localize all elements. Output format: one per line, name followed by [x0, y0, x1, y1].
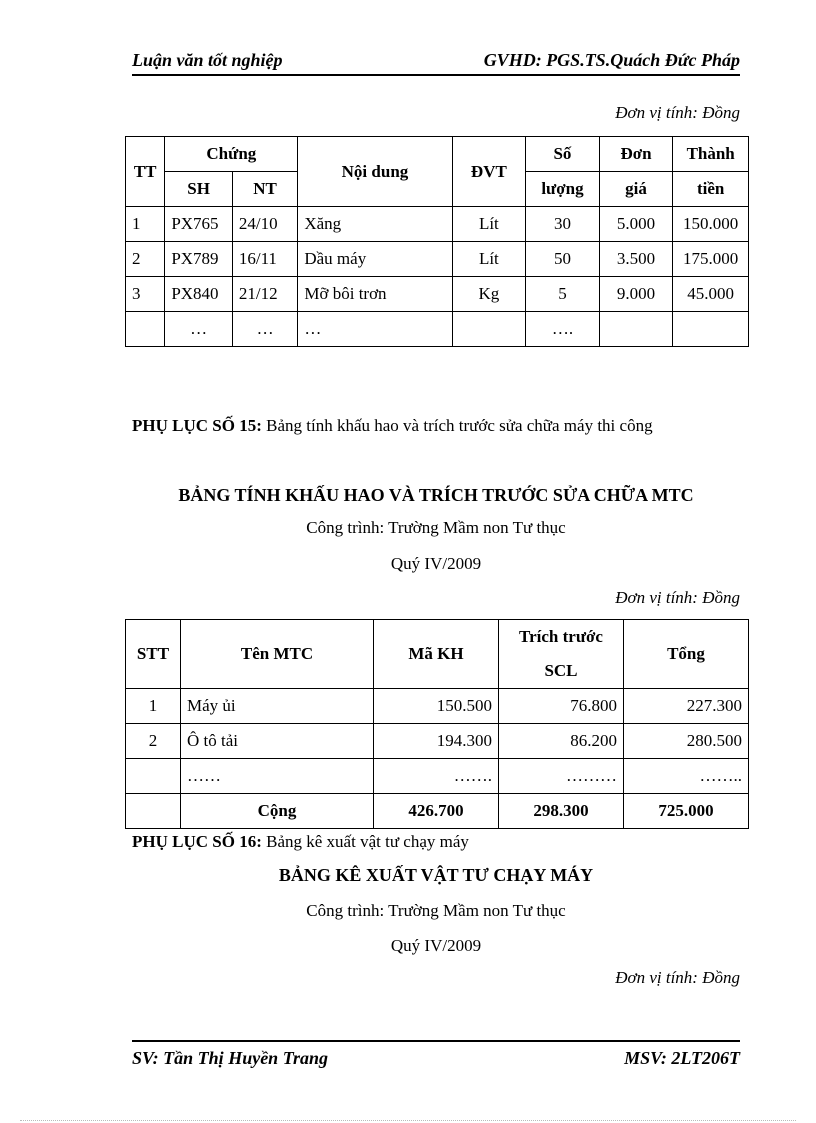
col-tong: Tổng — [624, 620, 749, 689]
section-15-title: BẢNG TÍNH KHẤU HAO VÀ TRÍCH TRƯỚC SỬA CHỮA MTC — [178, 485, 694, 505]
appendix-15-label: PHỤ LỤC SỐ 15: — [132, 416, 262, 435]
col-sh: SH — [165, 172, 233, 207]
total-row — [126, 794, 749, 829]
cell-sh: PX789 — [165, 242, 233, 277]
col-don-gia-bottom: giá — [599, 172, 673, 207]
cell-tt: 3 — [126, 277, 165, 312]
appendix-15 — [132, 416, 653, 436]
cell-ma-kh: 150.500 — [374, 689, 499, 724]
cell-so-luong: 5 — [526, 277, 600, 312]
cell-tt — [126, 312, 165, 347]
table-row — [126, 242, 749, 277]
cell-nt: 16/11 — [232, 242, 298, 277]
footer-student-id: MSV: 2LT206T — [624, 1048, 740, 1068]
cell-sh: PX765 — [165, 207, 233, 242]
header-thesis-label: Luận văn tốt nghiệp — [132, 50, 283, 70]
appendix-16-text: Bảng kê xuất vật tư chạy máy — [261, 832, 469, 851]
section-15-project: Công trình: Trường Mầm non Tư thục — [306, 518, 566, 537]
section-16-title: BẢNG KÊ XUẤT VẬT TƯ CHẠY MÁY — [278, 865, 594, 885]
cell-ten-mtc: …… — [181, 759, 374, 794]
col-thanh-tien-top: Thành — [673, 137, 749, 172]
unit-label-3: Đơn vị tính: Đồng — [615, 968, 740, 987]
unit-label-1: Đơn vị tính: Đồng — [615, 103, 740, 122]
cell-trich-truoc: ……… — [499, 759, 624, 794]
cell-dvt: Kg — [452, 277, 526, 312]
materials-issue-table — [125, 136, 749, 347]
table-row — [126, 724, 749, 759]
cell-stt: 2 — [126, 724, 181, 759]
cell-thanh-tien: 175.000 — [673, 242, 749, 277]
cell-ma-kh: 194.300 — [374, 724, 499, 759]
unit-label-2: Đơn vị tính: Đồng — [615, 588, 740, 607]
col-tt: TT — [126, 137, 165, 207]
appendix-15-text: Bảng tính khấu hao và trích trước sửa chữa máy thi công — [261, 416, 653, 435]
cell-dvt: Lít — [452, 242, 526, 277]
cell-noi-dung: … — [298, 312, 452, 347]
cell-sh: PX840 — [165, 277, 233, 312]
cell-tong: …….. — [624, 759, 749, 794]
table-row — [126, 277, 749, 312]
cell-trich-truoc: 76.800 — [499, 689, 624, 724]
col-stt: STT — [126, 620, 181, 689]
col-nt: NT — [232, 172, 298, 207]
section-15-period: Quý IV/2009 — [390, 554, 482, 573]
cell-stt — [126, 759, 181, 794]
col-so-luong-bottom: lượng — [526, 172, 600, 207]
cell-stt — [126, 794, 181, 829]
page-footer — [132, 1040, 740, 1072]
cell-thanh-tien — [673, 312, 749, 347]
total-ma-kh: 426.700 — [374, 794, 499, 829]
total-label: Cộng — [181, 794, 374, 829]
total-trich-truoc: 298.300 — [499, 794, 624, 829]
cell-tong: 227.300 — [624, 689, 749, 724]
cell-tt: 2 — [126, 242, 165, 277]
col-ten-mtc: Tên MTC — [181, 620, 374, 689]
page-header — [132, 48, 740, 76]
cell-nt: 24/10 — [232, 207, 298, 242]
cell-noi-dung: Xăng — [298, 207, 452, 242]
col-trich-truoc-line2: SCL — [544, 661, 578, 680]
section-16-period: Quý IV/2009 — [390, 936, 482, 955]
appendix-16-label: PHỤ LỤC SỐ 16: — [132, 832, 262, 851]
col-ma-kh: Mã KH — [374, 620, 499, 689]
table-row — [126, 312, 749, 347]
cell-stt: 1 — [126, 689, 181, 724]
cell-ma-kh: ……. — [374, 759, 499, 794]
cell-thanh-tien: 45.000 — [673, 277, 749, 312]
col-chung: Chứng — [165, 137, 298, 172]
section-16-project: Công trình: Trường Mầm non Tư thục — [306, 901, 566, 920]
cell-don-gia — [599, 312, 673, 347]
cell-thanh-tien: 150.000 — [673, 207, 749, 242]
col-trich-truoc — [499, 620, 624, 689]
cell-dvt — [452, 312, 526, 347]
cell-so-luong: 30 — [526, 207, 600, 242]
table-row — [126, 207, 749, 242]
cell-so-luong: …. — [526, 312, 600, 347]
cell-noi-dung: Mỡ bôi trơn — [298, 277, 452, 312]
total-tong: 725.000 — [624, 794, 749, 829]
cell-sh: … — [165, 312, 233, 347]
depreciation-table — [125, 619, 749, 829]
col-thanh-tien-bottom: tiền — [673, 172, 749, 207]
cell-nt: 21/12 — [232, 277, 298, 312]
col-dvt: ĐVT — [452, 137, 526, 207]
cell-ten-mtc: Máy ủi — [181, 689, 374, 724]
col-noi-dung: Nội dung — [298, 137, 452, 207]
cell-don-gia: 5.000 — [599, 207, 673, 242]
table-row — [126, 689, 749, 724]
cell-so-luong: 50 — [526, 242, 600, 277]
page-edge-divider — [20, 1120, 796, 1121]
appendix-16 — [132, 832, 469, 852]
col-don-gia-top: Đơn — [599, 137, 673, 172]
cell-tt: 1 — [126, 207, 165, 242]
footer-student: SV: Tần Thị Huyền Trang — [132, 1048, 329, 1068]
cell-dvt: Lít — [452, 207, 526, 242]
header-advisor: GVHD: PGS.TS.Quách Đức Pháp — [483, 50, 740, 70]
cell-trich-truoc: 86.200 — [499, 724, 624, 759]
cell-nt: … — [232, 312, 298, 347]
cell-don-gia: 9.000 — [599, 277, 673, 312]
cell-noi-dung: Dầu máy — [298, 242, 452, 277]
cell-don-gia: 3.500 — [599, 242, 673, 277]
col-trich-truoc-line1: Trích trước — [519, 627, 603, 646]
cell-tong: 280.500 — [624, 724, 749, 759]
table-row — [126, 759, 749, 794]
cell-ten-mtc: Ô tô tải — [181, 724, 374, 759]
col-so-luong-top: Số — [526, 137, 600, 172]
